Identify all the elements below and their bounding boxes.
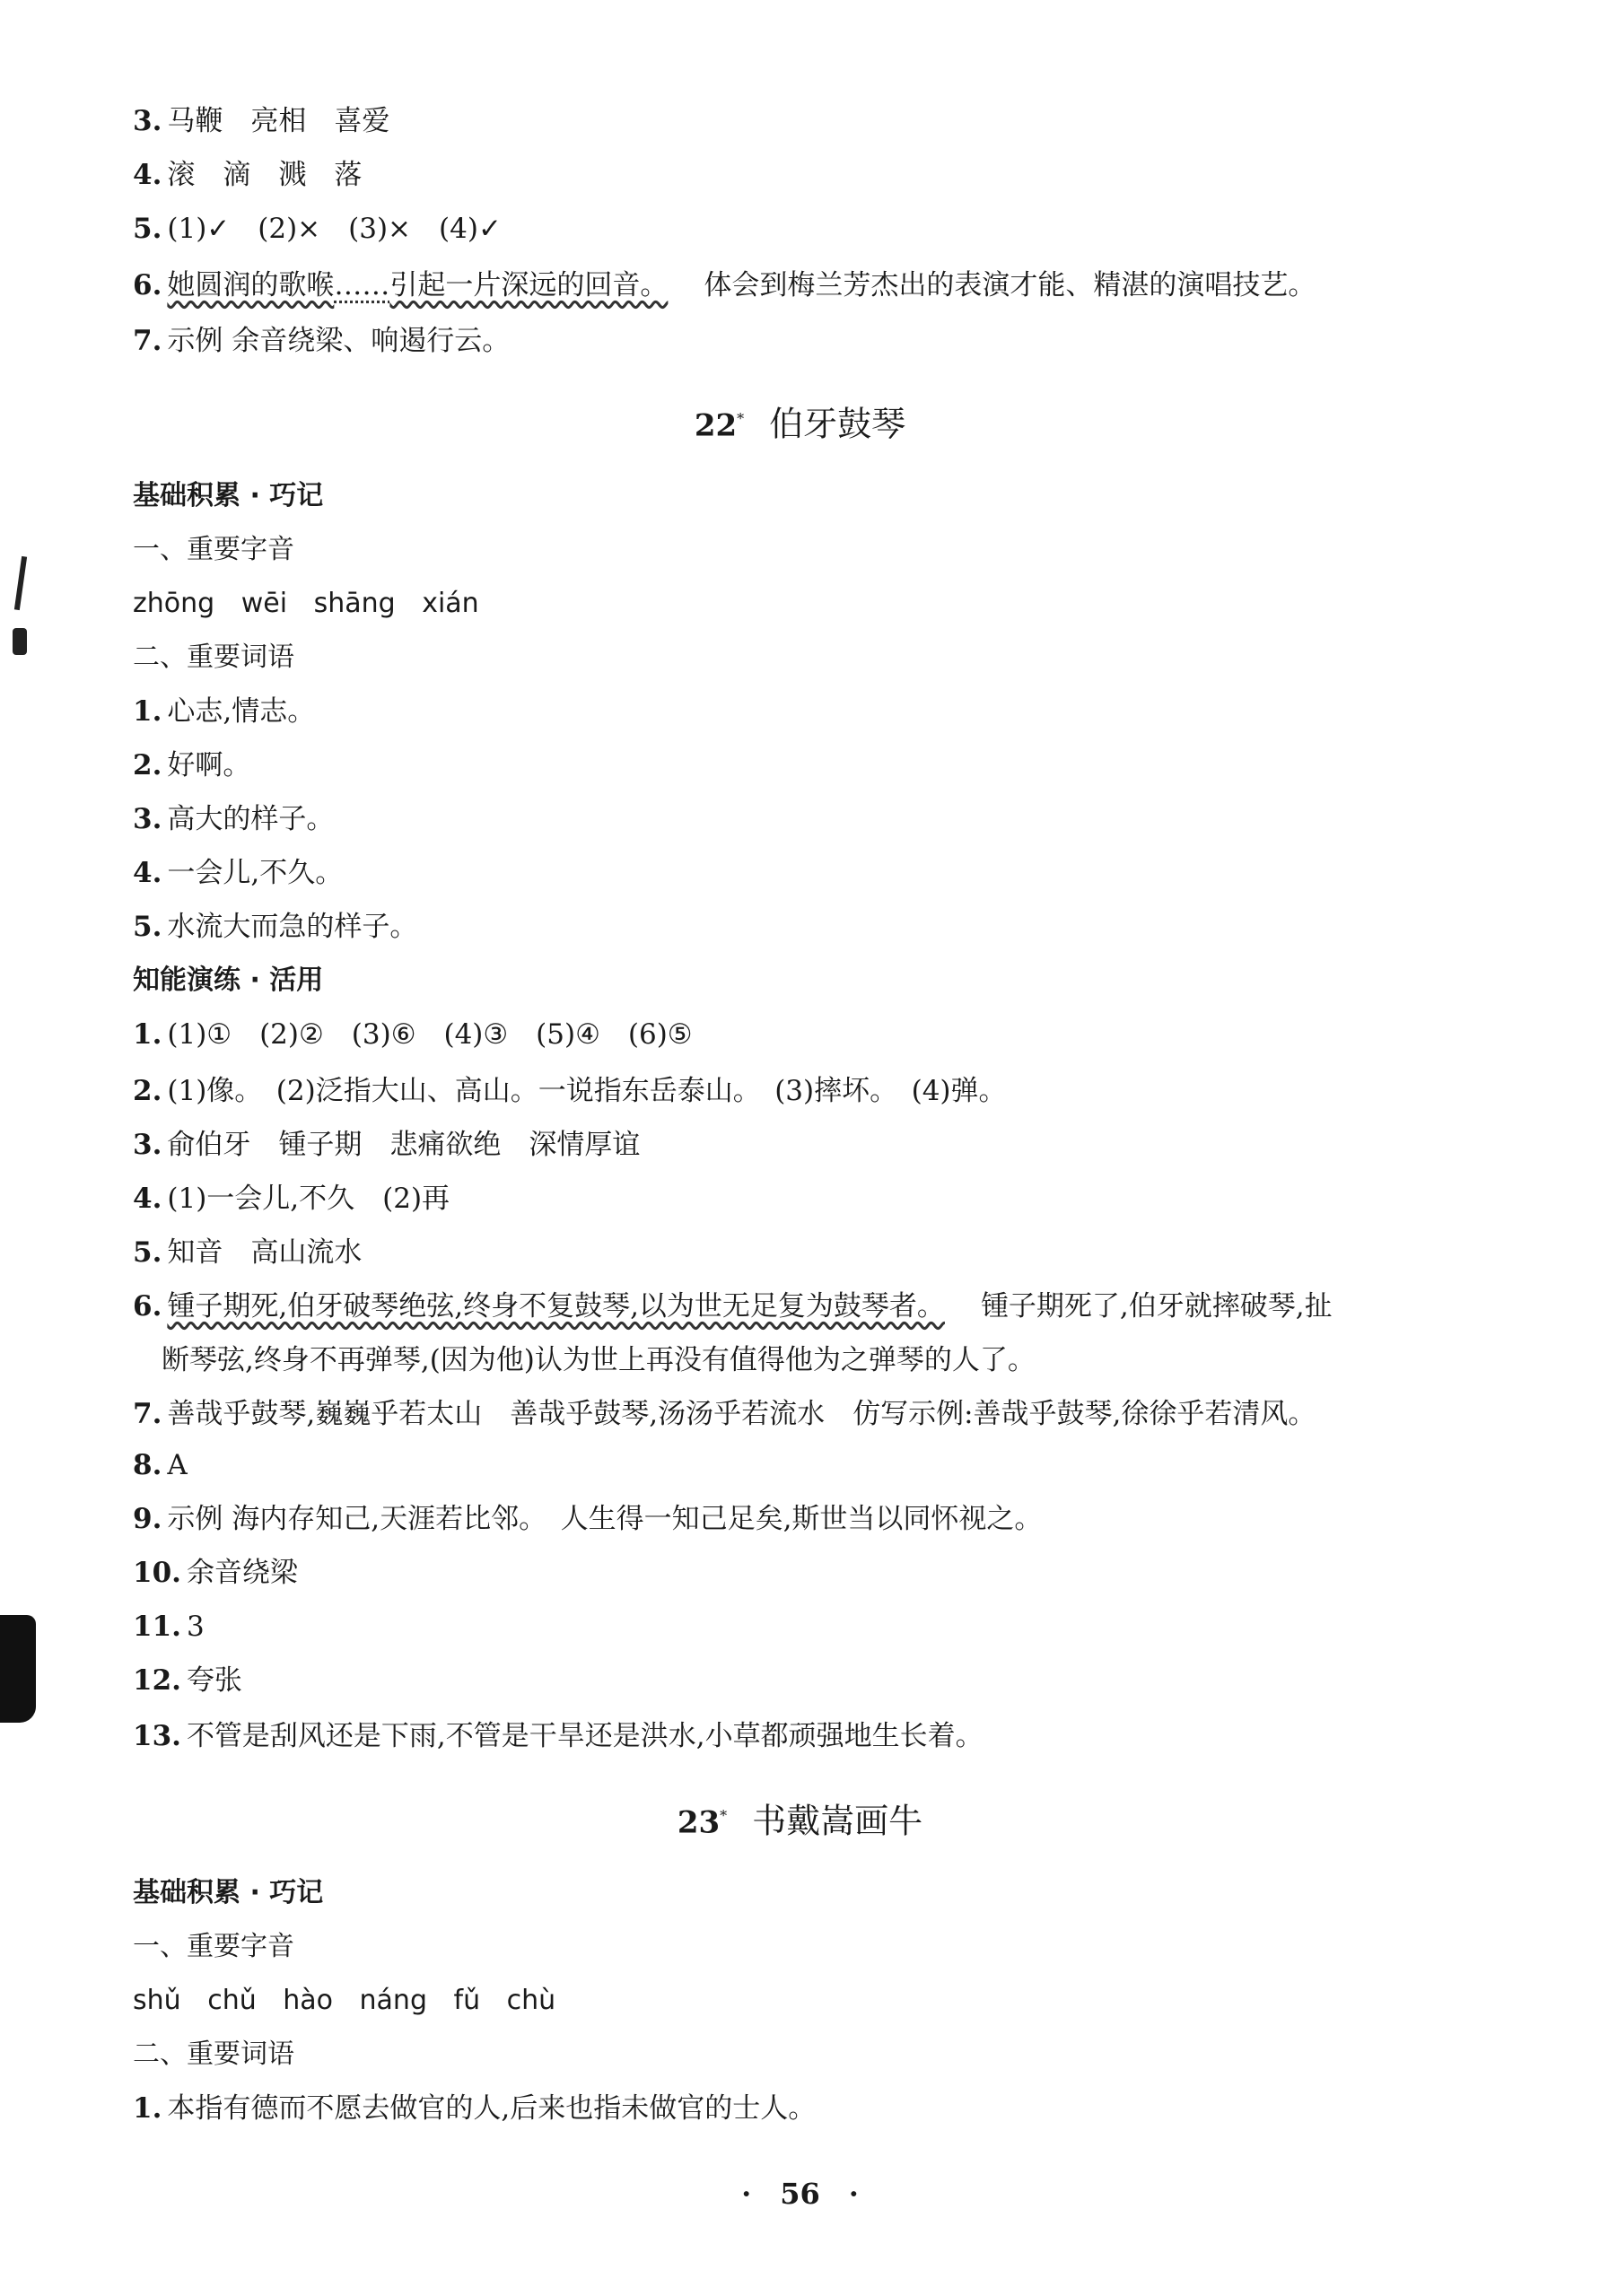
dotted-underlined-text: …… — [334, 269, 390, 301]
answer-item: 9. 示例 海内存知己,天涯若比邻。 人生得一知己足矣,斯世当以同怀视之。 — [133, 1503, 1043, 1535]
answer-item: 7. 示例 余音绕梁、响遏行云。 — [133, 325, 511, 357]
pinyin-line: shǔ chǔ hào náng fǔ chù — [133, 1985, 556, 2016]
subsection-heading: 二、重要词语 — [133, 642, 294, 673]
subsection-heading: 二、重要词语 — [133, 2038, 294, 2070]
answer-item: 13. 不管是刮风还是下雨,不管是干旱还是洪水,小草都顽强地生长着。 — [133, 1720, 984, 1752]
answer-item: 8. A — [133, 1449, 188, 1481]
section-heading: 知能演练 · 活用 — [133, 965, 324, 996]
answer-item: 3. 马鞭 亮相 喜爱 — [133, 105, 390, 137]
pinyin-line: zhōng wēi shāng xián — [133, 588, 479, 619]
answer-item: 1. 本指有德而不愿去做官的人,后来也指未做官的士人。 — [133, 2092, 817, 2125]
wavy-underlined-text: 锺子期死,伯牙破琴绝弦,终身不复鼓琴,以为世无足复为鼓琴者。 — [167, 1290, 945, 1323]
answer-item: 5. 水流大而急的样子。 — [133, 911, 418, 943]
scan-mark — [13, 628, 27, 655]
answer-item: 4. 滚 滴 溅 落 — [133, 159, 363, 191]
wavy-underlined-text: 引起一片深远的回音。 — [389, 269, 669, 301]
answer-item: 5. (1)✓ (2)× (3)× (4)✓ — [133, 213, 502, 245]
answer-item: 1. (1)① (2)② (3)⑥ (4)③ (5)④ (6)⑤ — [133, 1018, 693, 1051]
section-heading: 基础积累 · 巧记 — [133, 480, 324, 511]
lesson-title: 22* 伯牙鼓琴 — [694, 404, 906, 444]
answer-item: 6. 锺子期死,伯牙破琴绝弦,终身不复鼓琴,以为世无足复为鼓琴者。 锺子期死了,伯牙就摔破琴,扯 — [133, 1290, 1333, 1323]
wavy-underlined-text: 她圆润的歌喉 — [167, 269, 335, 301]
answer-item: 3. 俞伯牙 锺子期 悲痛欲绝 深情厚谊 — [133, 1129, 641, 1161]
answer-item: 12. 夸张 — [133, 1664, 242, 1697]
answer-item: 6. 她圆润的歌喉……引起一片深远的回音。 体会到梅兰芳杰出的表演才能、精湛的演唱技艺。 — [133, 269, 1316, 301]
lesson-title: 23* 书戴嵩画牛 — [677, 1801, 923, 1841]
section-heading: 基础积累 · 巧记 — [133, 1877, 324, 1908]
answer-item: 2. 好啊。 — [133, 749, 251, 781]
answer-item: 10. 余音绕梁 — [133, 1557, 298, 1589]
answer-item: 5. 知音 高山流水 — [133, 1236, 363, 1269]
subsection-heading: 一、重要字音 — [133, 1931, 294, 1962]
answer-item: 7. 善哉乎鼓琴,巍巍乎若太山 善哉乎鼓琴,汤汤乎若流水 仿写示例:善哉乎鼓琴,徐徐乎若清风。 — [133, 1398, 1316, 1430]
answer-item: 1. 心志,情志。 — [133, 695, 316, 728]
answer-item: 4. (1)一会儿,不久 (2)再 — [133, 1183, 450, 1215]
scan-mark — [14, 556, 27, 610]
scan-mark — [0, 1615, 36, 1723]
subsection-heading: 一、重要字音 — [133, 534, 294, 565]
answer-item: 4. 一会儿,不久。 — [133, 857, 344, 889]
answer-item: 3. 高大的样子。 — [133, 803, 335, 835]
answer-continuation: 断琴弦,终身不再弹琴,(因为他)认为世上再没有值得他为之弹琴的人了。 — [162, 1344, 1036, 1376]
answer-item: 2. (1)像。 (2)泛指大山、高山。一说指东岳泰山。 (3)摔坏。 (4)弹。 — [133, 1075, 1007, 1107]
page-number: · 56 · — [741, 2177, 859, 2211]
answer-item: 11. 3 — [133, 1611, 205, 1643]
